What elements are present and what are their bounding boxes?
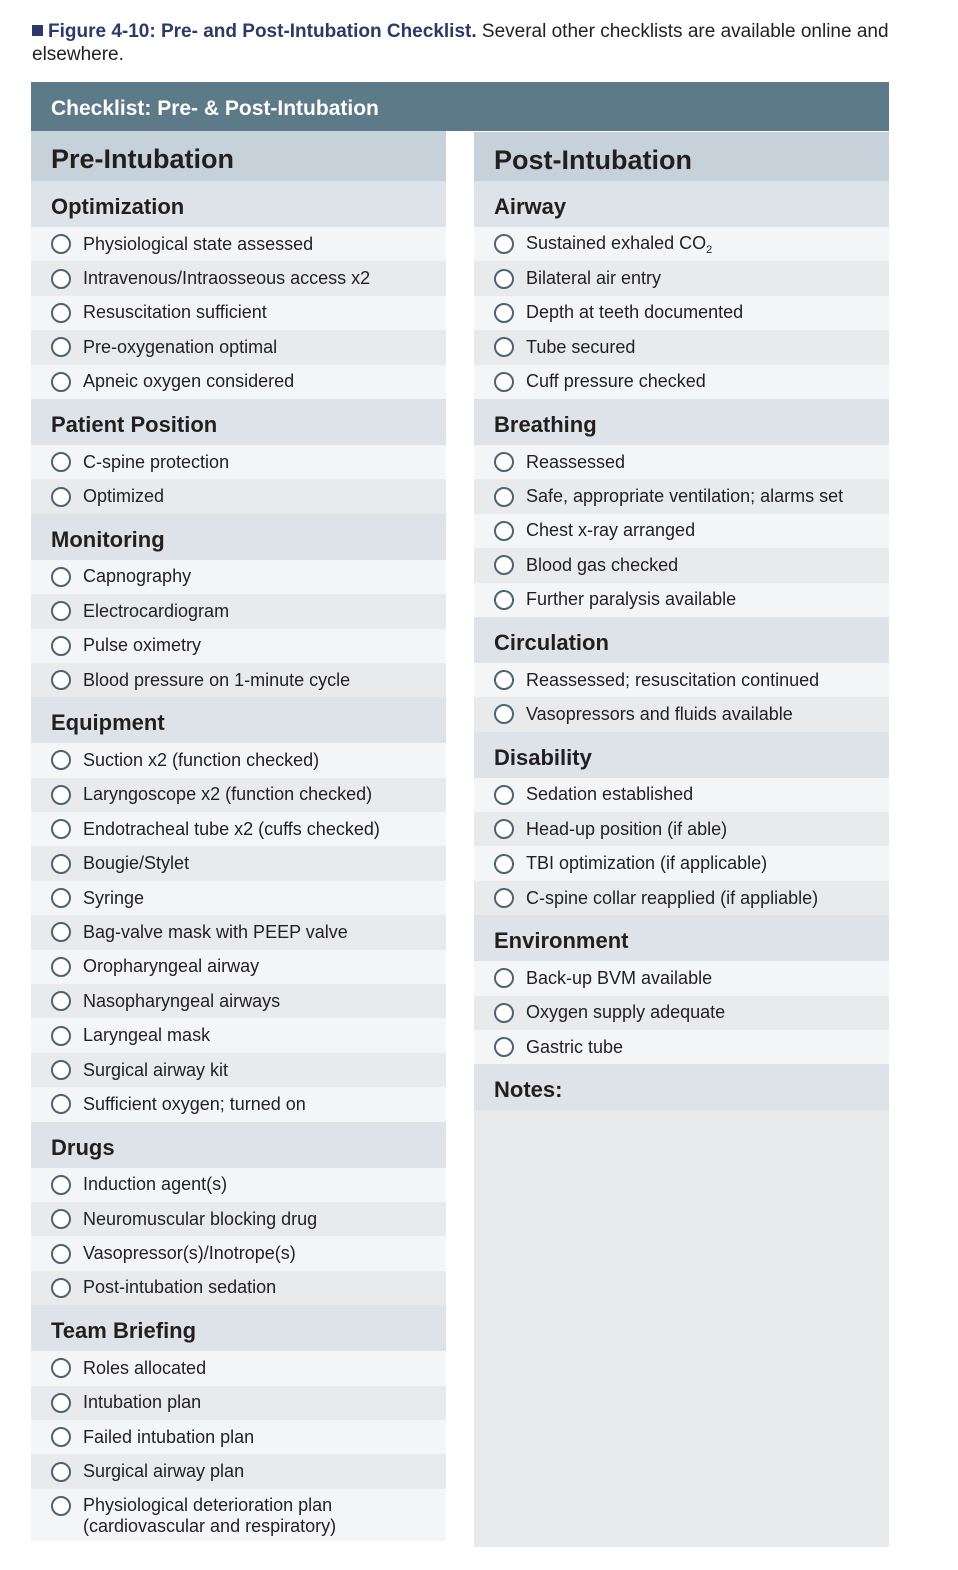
checklist-item[interactable]: Resuscitation sufficient bbox=[31, 296, 446, 330]
checkbox-circle-icon[interactable] bbox=[51, 670, 71, 690]
checklist-item[interactable]: Vasopressor(s)/Inotrope(s) bbox=[31, 1236, 446, 1270]
pre-intubation-heading: Pre-Intubation bbox=[31, 131, 446, 181]
checklist-item[interactable]: Pre-oxygenation optimal bbox=[31, 330, 446, 364]
checklist-item[interactable]: Cuff pressure checked bbox=[474, 365, 889, 399]
subscript-2: 2 bbox=[706, 243, 713, 256]
checkbox-circle-icon[interactable] bbox=[494, 968, 514, 988]
checkbox-circle-icon[interactable] bbox=[494, 234, 514, 254]
checkbox-circle-icon[interactable] bbox=[51, 1094, 71, 1114]
checklist-item[interactable]: Syringe bbox=[31, 881, 446, 915]
checkbox-circle-icon[interactable] bbox=[494, 1037, 514, 1057]
checkbox-circle-icon[interactable] bbox=[51, 1026, 71, 1046]
checkbox-circle-icon[interactable] bbox=[51, 636, 71, 656]
post-intubation-column bbox=[474, 131, 889, 1547]
section-heading-monitoring: Monitoring bbox=[31, 514, 446, 560]
checklist-item[interactable]: Optimized bbox=[31, 479, 446, 513]
checkbox-circle-icon[interactable] bbox=[51, 1462, 71, 1482]
checklist-item[interactable]: Endotracheal tube x2 (cuffs checked) bbox=[31, 812, 446, 846]
checkbox-circle-icon[interactable] bbox=[494, 303, 514, 323]
checklist-item[interactable]: Oropharyngeal airway bbox=[31, 950, 446, 984]
checkbox-circle-icon[interactable] bbox=[494, 337, 514, 357]
section-heading-optimization: Optimization bbox=[31, 181, 446, 227]
checklist-item[interactable]: Further paralysis available bbox=[474, 583, 889, 617]
checklist-item[interactable]: Bougie/Stylet bbox=[31, 846, 446, 880]
checklist-item[interactable]: Apneic oxygen considered bbox=[31, 365, 446, 399]
checklist-item[interactable]: TBI optimization (if applicable) bbox=[474, 846, 889, 880]
checklist-banner: Checklist: Pre- & Post-Intubation bbox=[31, 82, 889, 131]
checkbox-circle-icon[interactable] bbox=[494, 854, 514, 874]
checkbox-circle-icon[interactable] bbox=[51, 1358, 71, 1378]
section-heading-patient-position: Patient Position bbox=[31, 399, 446, 445]
section-heading-airway: Airway bbox=[474, 181, 889, 227]
checkbox-circle-icon[interactable] bbox=[494, 452, 514, 472]
figure-description: Several other checklists are available online and elsewhere. bbox=[32, 21, 889, 65]
checkbox-circle-icon[interactable] bbox=[494, 521, 514, 541]
figure-label: Figure 4-10: Pre- and Post-Intubation Checklist. bbox=[48, 21, 477, 42]
checkbox-circle-icon[interactable] bbox=[51, 922, 71, 942]
checkbox-circle-icon[interactable] bbox=[51, 1427, 71, 1447]
checklist-item[interactable]: Depth at teeth documented bbox=[474, 296, 889, 330]
checkbox-circle-icon[interactable] bbox=[494, 269, 514, 289]
checkbox-circle-icon[interactable] bbox=[51, 1393, 71, 1413]
checklist-item[interactable]: Sustained exhaled $CO_2$ bbox=[474, 227, 889, 261]
environment-list bbox=[474, 961, 889, 1064]
checklist-item[interactable]: C-spine protection bbox=[31, 445, 446, 479]
airway-list bbox=[474, 227, 889, 399]
checkbox-circle-icon[interactable] bbox=[494, 785, 514, 805]
section-heading-breathing: Breathing bbox=[474, 399, 889, 445]
team-briefing-list bbox=[31, 1351, 446, 1541]
checklist-item[interactable]: Blood pressure on 1-minute cycle bbox=[31, 663, 446, 697]
section-heading-notes: Notes: bbox=[474, 1064, 889, 1110]
checklist-item[interactable]: C-spine collar reapplied (if appliable) bbox=[474, 881, 889, 915]
monitoring-list bbox=[31, 560, 446, 698]
checklist-item[interactable] bbox=[31, 1489, 446, 1541]
checkbox-circle-icon[interactable] bbox=[51, 1175, 71, 1195]
section-heading-drugs: Drugs bbox=[31, 1122, 446, 1168]
checkbox-circle-icon[interactable] bbox=[494, 372, 514, 392]
section-heading-circulation: Circulation bbox=[474, 617, 889, 663]
checklist-item[interactable]: Nasopharyngeal airways bbox=[31, 984, 446, 1018]
item-line-2: (cardiovascular and respiratory) bbox=[83, 1515, 337, 1536]
checkbox-circle-icon[interactable] bbox=[51, 487, 71, 507]
checkbox-circle-icon[interactable] bbox=[51, 601, 71, 621]
checkbox-circle-icon[interactable] bbox=[51, 1244, 71, 1264]
checkbox-circle-icon[interactable] bbox=[51, 372, 71, 392]
checkbox-circle-icon[interactable] bbox=[51, 1209, 71, 1229]
item-line-1: Physiological deterioration plan bbox=[83, 1494, 333, 1515]
checklist-item[interactable]: Surgical airway plan bbox=[31, 1454, 446, 1488]
checkbox-circle-icon[interactable] bbox=[494, 670, 514, 690]
checklist-item[interactable]: Neuromuscular blocking drug bbox=[31, 1202, 446, 1236]
checklist-item[interactable]: Pulse oximetry bbox=[31, 629, 446, 663]
checklist-item[interactable]: Sufficient oxygen; turned on bbox=[31, 1087, 446, 1121]
checkbox-circle-icon[interactable] bbox=[51, 991, 71, 1011]
notes-area[interactable] bbox=[474, 1110, 889, 1530]
checklist-item[interactable]: Oxygen supply adequate bbox=[474, 996, 889, 1030]
circulation-list bbox=[474, 663, 889, 732]
optimization-list bbox=[31, 227, 446, 399]
checklist-item[interactable]: Intubation plan bbox=[31, 1386, 446, 1420]
checkbox-circle-icon[interactable] bbox=[494, 704, 514, 724]
checkbox-circle-icon[interactable] bbox=[51, 234, 71, 254]
checkbox-circle-icon[interactable] bbox=[51, 337, 71, 357]
checklist-item[interactable]: Chest x-ray arranged bbox=[474, 514, 889, 548]
checkbox-circle-icon[interactable] bbox=[494, 487, 514, 507]
checklist-item[interactable]: Sedation established bbox=[474, 778, 889, 812]
section-heading-environment: Environment bbox=[474, 915, 889, 961]
checklist-item[interactable]: Suction x2 (function checked) bbox=[31, 743, 446, 777]
checkbox-circle-icon[interactable] bbox=[51, 1496, 71, 1516]
checkbox-circle-icon[interactable] bbox=[51, 854, 71, 874]
section-heading-equipment: Equipment bbox=[31, 697, 446, 743]
checklist-item[interactable]: Roles allocated bbox=[31, 1351, 446, 1385]
patient-position-list bbox=[31, 445, 446, 514]
pre-intubation-column bbox=[31, 131, 446, 1541]
section-heading-team-briefing: Team Briefing bbox=[31, 1305, 446, 1351]
checkbox-circle-icon[interactable] bbox=[51, 567, 71, 587]
checklist-item[interactable]: Intravenous/Intraosseous access x2 bbox=[31, 261, 446, 295]
checklist-item[interactable]: Safe, appropriate ventilation; alarms set bbox=[474, 479, 889, 513]
checkbox-circle-icon[interactable] bbox=[51, 888, 71, 908]
figure-caption bbox=[32, 20, 912, 66]
checklist-item[interactable]: Blood gas checked bbox=[474, 548, 889, 582]
drugs-list bbox=[31, 1168, 446, 1306]
checkbox-circle-icon[interactable] bbox=[494, 590, 514, 610]
checklist-item[interactable]: Reassessed; resuscitation continued bbox=[474, 663, 889, 697]
checkbox-circle-icon[interactable] bbox=[51, 785, 71, 805]
checklist-item[interactable]: Head-up position (if able) bbox=[474, 812, 889, 846]
checklist-item[interactable]: Gastric tube bbox=[474, 1030, 889, 1064]
disability-list bbox=[474, 778, 889, 916]
checklist-item[interactable]: Bag-valve mask with PEEP valve bbox=[31, 915, 446, 949]
checkbox-circle-icon[interactable] bbox=[51, 303, 71, 323]
equipment-list bbox=[31, 743, 446, 1121]
checklist-item[interactable]: Back-up BVM available bbox=[474, 961, 889, 995]
checkbox-circle-icon[interactable] bbox=[494, 819, 514, 839]
checklist-item[interactable]: Capnography bbox=[31, 560, 446, 594]
checkbox-circle-icon[interactable] bbox=[51, 452, 71, 472]
checkbox-circle-icon[interactable] bbox=[51, 750, 71, 770]
checkbox-circle-icon[interactable] bbox=[51, 269, 71, 289]
post-intubation-heading: Post-Intubation bbox=[474, 131, 889, 181]
checkbox-circle-icon[interactable] bbox=[494, 1003, 514, 1023]
square-bullet-icon bbox=[32, 25, 43, 36]
checklist-item[interactable]: Reassessed bbox=[474, 445, 889, 479]
checklist-item[interactable]: Surgical airway kit bbox=[31, 1053, 446, 1087]
checkbox-circle-icon[interactable] bbox=[494, 555, 514, 575]
breathing-list bbox=[474, 445, 889, 617]
checkbox-circle-icon[interactable] bbox=[51, 1278, 71, 1298]
checklist-item[interactable]: Induction agent(s) bbox=[31, 1168, 446, 1202]
checklist-item[interactable]: Physiological state assessed bbox=[31, 227, 446, 261]
checklist-item[interactable]: Failed intubation plan bbox=[31, 1420, 446, 1454]
checkbox-circle-icon[interactable] bbox=[51, 819, 71, 839]
checklist-item[interactable]: Electrocardiogram bbox=[31, 594, 446, 628]
checklist-item[interactable]: Laryngeal mask bbox=[31, 1018, 446, 1052]
checkbox-circle-icon[interactable] bbox=[51, 957, 71, 977]
checklist-item[interactable]: Bilateral air entry bbox=[474, 261, 889, 295]
checklist-item[interactable]: Laryngoscope x2 (function checked) bbox=[31, 778, 446, 812]
checklist-item[interactable]: Tube secured bbox=[474, 330, 889, 364]
checkbox-circle-icon[interactable] bbox=[51, 1060, 71, 1080]
checkbox-circle-icon[interactable] bbox=[494, 888, 514, 908]
section-heading-disability: Disability bbox=[474, 732, 889, 778]
checklist-item[interactable]: Vasopressors and fluids available bbox=[474, 697, 889, 731]
checklist-item[interactable]: Post-intubation sedation bbox=[31, 1271, 446, 1305]
